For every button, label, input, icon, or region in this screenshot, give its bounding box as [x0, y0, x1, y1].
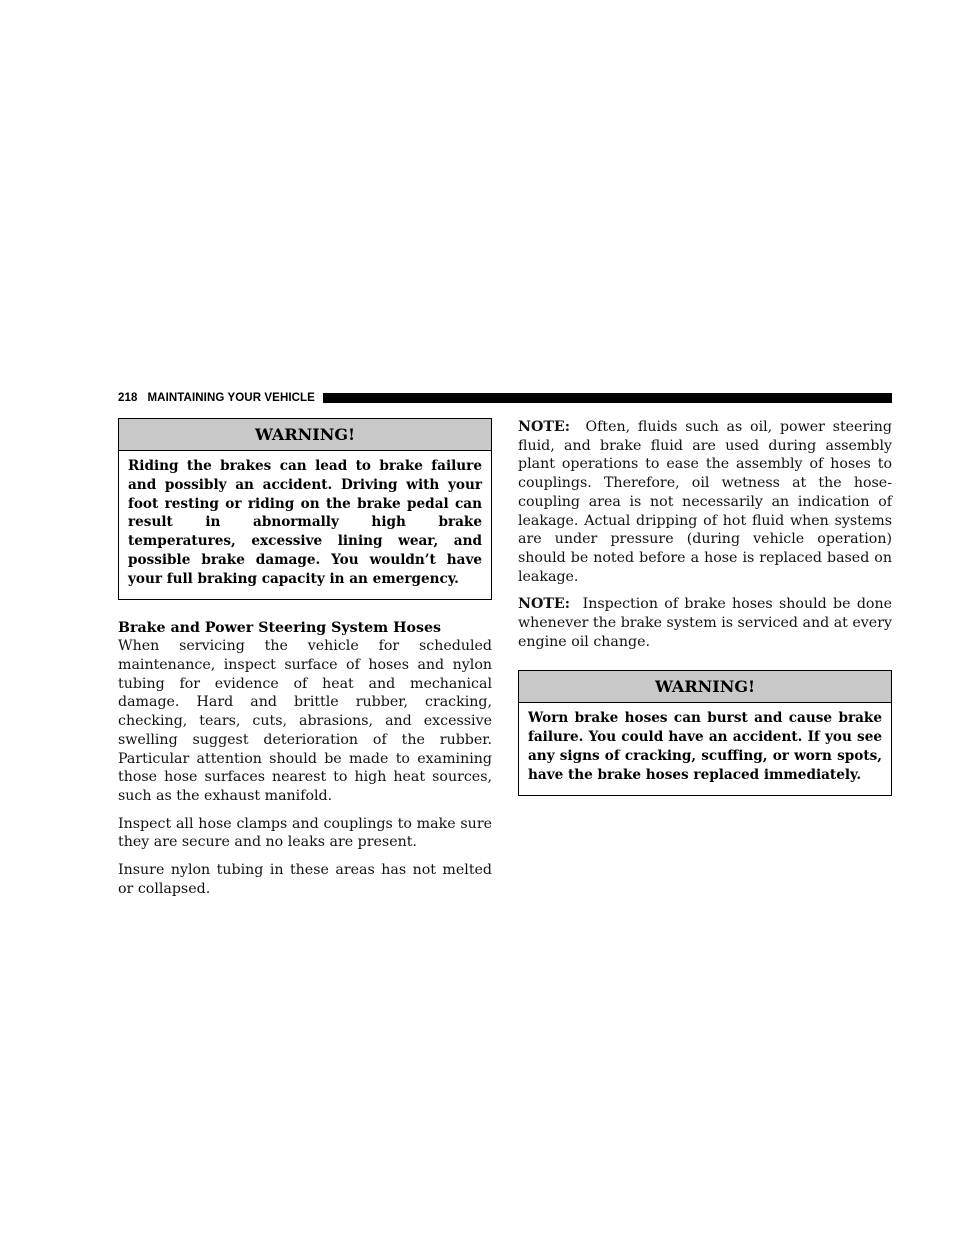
note-fluids: [518, 418, 892, 586]
note-label: NOTE:: [518, 596, 570, 613]
note-brake-hoses: [518, 595, 892, 651]
paragraph-nylon-tubing: Insure nylon tubing in these areas has not melted or collapsed.: [118, 862, 492, 897]
warning-body: Worn brake hoses can burst and cause brake failure. You could have an accident. If you see any signs of cracking, scuffing, or worn spots, have the brake hoses replaced immediately.: [528, 710, 882, 783]
warning-box-hoses: [518, 670, 892, 795]
section-title: MAINTAINING YOUR VEHICLE: [147, 392, 315, 404]
warning-body: Riding the brakes can lead to brake failure and possibly an accident. Driving with your foot resting or riding on the brake pedal can result in abnormally high brake temperatures, excessive lining wear, and possible brake damage. You wouldn’t have your full braking capacity in an emergency.: [128, 458, 482, 587]
paragraph-hose-inspection: When servicing the vehicle for scheduled maintenance, inspect surface of hoses and nylon tubing for evidence of heat and mechanical damage. Hard and brittle rubber, cracking, checking, tears, cuts, abrasions, and excessive swelling suggest deterioration of the rubber. Particular attention should be made to examining those hose surfaces nearest to high heat sources, such as the exhaust manifold.: [118, 638, 492, 804]
note-text: Often, fluids such as oil, power steering fluid, and brake fluid are used during assembly plant operations to ease the assembly of hoses to couplings. Therefore, oil wetness at the hose-coupling area is not necessarily an indication of leakage. Actual dripping of hot fluid when systems are under pressure (during vehicle operation) should be noted before a hose is replaced based on leakage.: [518, 419, 892, 585]
page-header: [118, 391, 892, 405]
left-column: [118, 418, 492, 898]
warning-box-brakes: [118, 418, 492, 600]
section-subheading: Brake and Power Steering System Hoses: [118, 619, 441, 636]
warning-heading: WARNING!: [119, 419, 491, 451]
header-rule: [323, 393, 892, 403]
right-column: [518, 418, 892, 796]
page-number: 218: [118, 392, 138, 404]
note-text: Inspection of brake hoses should be done whenever the brake system is serviced and at every engine oil change.: [518, 596, 892, 650]
note-label: NOTE:: [518, 419, 570, 435]
paragraph-hose-clamps: Inspect all hose clamps and couplings to make sure they are secure and no leaks are present.: [118, 815, 492, 851]
warning-heading: WARNING!: [519, 671, 891, 703]
